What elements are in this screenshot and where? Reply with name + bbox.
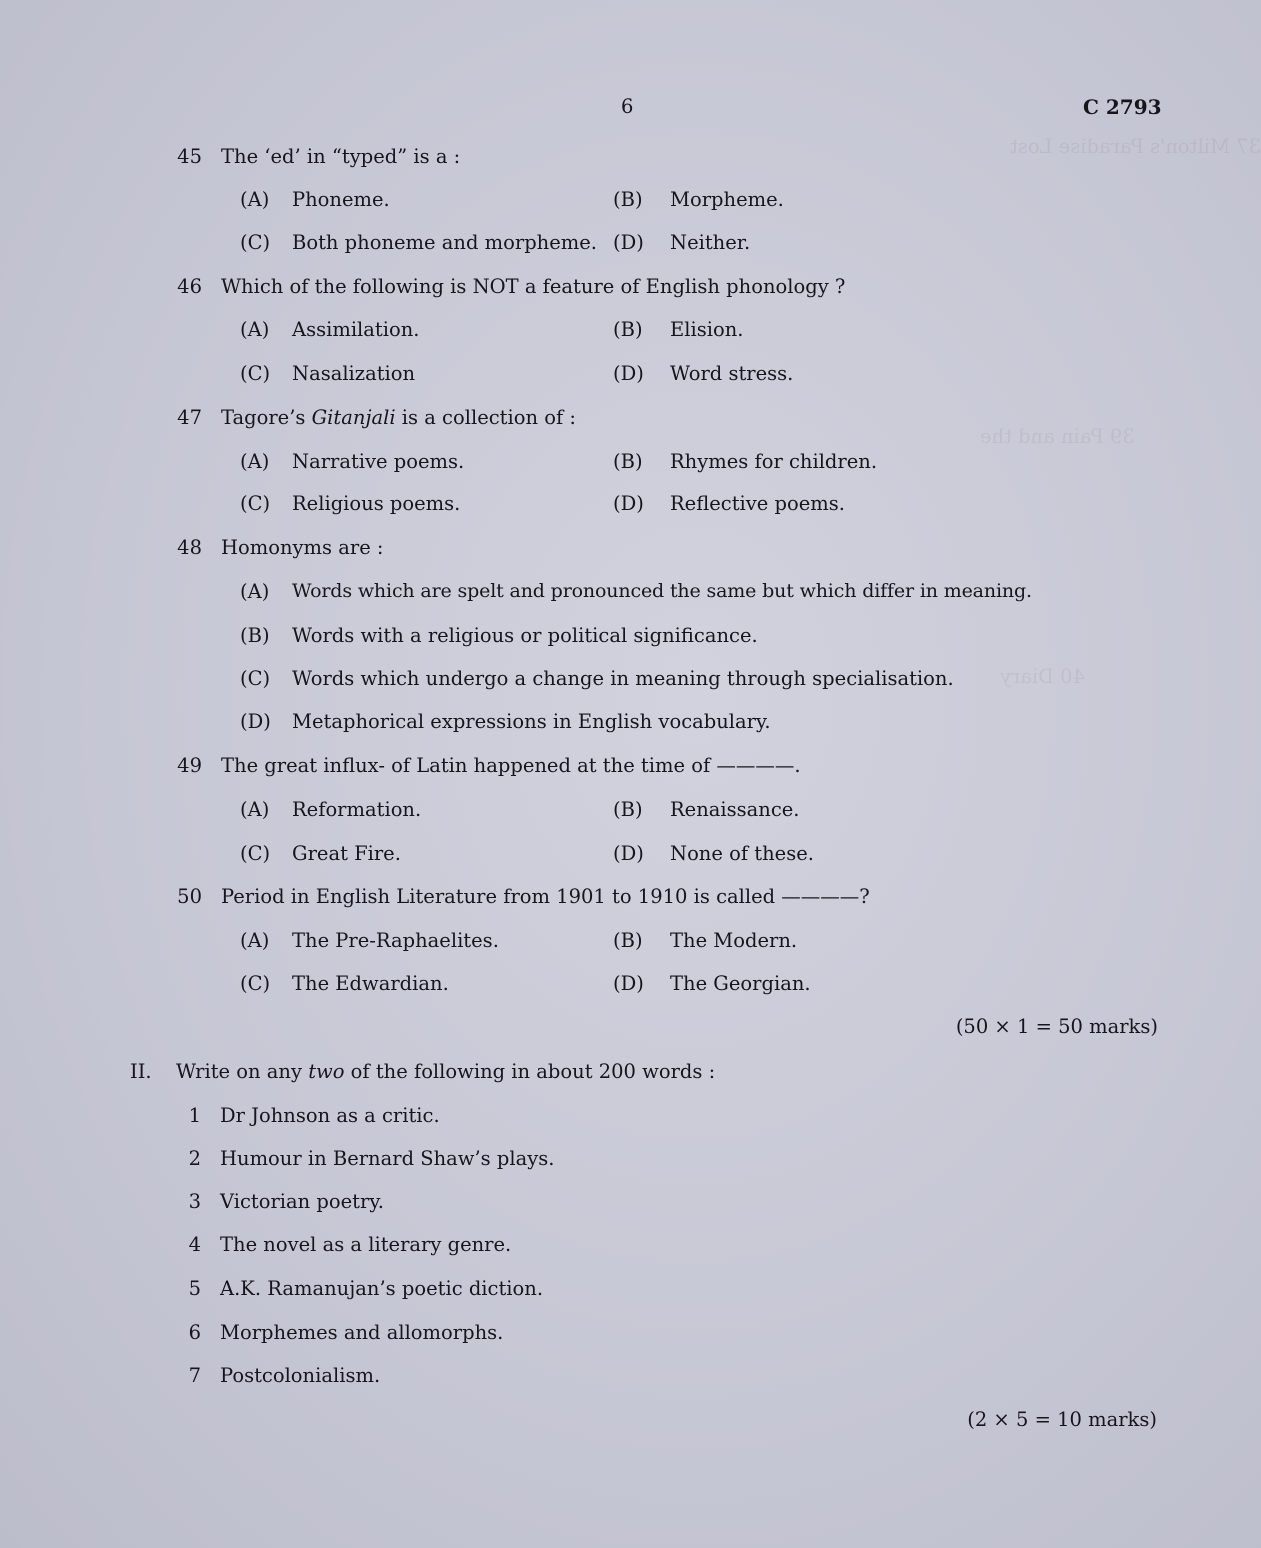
essay-topic: Victorian poetry.: [220, 1190, 384, 1213]
section-roman-numeral: II.: [130, 1060, 152, 1083]
option-text: The Modern.: [670, 929, 798, 952]
option-text: Narrative poems.: [292, 450, 465, 473]
option-label: (B): [613, 929, 643, 952]
option-label: (A): [240, 929, 270, 952]
option-text: Reflective poems.: [670, 492, 845, 515]
instruction-text: of the following in about 200 words :: [344, 1060, 716, 1083]
option-label: (A): [240, 318, 270, 341]
option-text: Renaissance.: [670, 798, 800, 821]
option-label: (A): [240, 450, 270, 473]
question-stem: The ‘ed’ in “typed” is a :: [221, 145, 461, 168]
option-text: Nasalization: [292, 362, 416, 385]
section-instruction: [176, 1060, 715, 1083]
option-label: (B): [240, 624, 270, 647]
option-label: (D): [613, 492, 644, 515]
option-text: The Edwardian.: [292, 972, 449, 995]
option-text: Word stress.: [670, 362, 794, 385]
option-text: Great Fire.: [292, 842, 401, 865]
option-label: (A): [240, 580, 270, 603]
option-text: Reformation.: [292, 798, 422, 821]
question-number: 48: [177, 536, 202, 559]
option-label: (A): [240, 188, 270, 211]
essay-topic-number: 5: [188, 1277, 201, 1300]
option-text: Elision.: [670, 318, 744, 341]
option-label: (D): [613, 842, 644, 865]
essay-topic-number: 2: [188, 1147, 201, 1170]
option-label: (C): [240, 231, 271, 254]
option-text: None of these.: [670, 842, 814, 865]
essay-topic: Humour in Bernard Shaw’s plays.: [220, 1147, 555, 1170]
essay-topic-number: 3: [188, 1190, 201, 1213]
question-number: 50: [177, 885, 202, 908]
instruction-text: Write on any: [176, 1060, 309, 1083]
option-text: Assimilation.: [292, 318, 420, 341]
question-stem-text: Tagore’s: [221, 406, 312, 429]
essay-topic: Dr Johnson as a critic.: [220, 1104, 440, 1127]
option-text: The Pre-Raphaelites.: [292, 929, 499, 952]
option-label: (C): [240, 842, 271, 865]
question-stem: Which of the following is NOT a feature of English phonology ?: [221, 275, 846, 298]
option-label: (B): [613, 188, 643, 211]
section-marks: (50 × 1 = 50 marks): [955, 1015, 1158, 1038]
essay-topic-number: 1: [188, 1104, 201, 1127]
question-stem: The great influx- of Latin happened at the time of ————.: [221, 754, 801, 777]
essay-topic: Morphemes and allomorphs.: [220, 1321, 504, 1344]
option-label: (B): [613, 318, 643, 341]
section-marks: (2 × 5 = 10 marks): [967, 1408, 1157, 1431]
option-text: Words which undergo a change in meaning through specialisation.: [292, 667, 954, 690]
option-text: Metaphorical expressions in English vocabulary.: [292, 710, 771, 733]
option-text: Religious poems.: [292, 492, 461, 515]
essay-topic: Postcolonialism.: [220, 1364, 381, 1387]
question-stem-text: is a collection of :: [395, 406, 576, 429]
option-label: (D): [613, 972, 644, 995]
option-label: (D): [613, 231, 644, 254]
option-label: (D): [613, 362, 644, 385]
question-number: 46: [177, 275, 202, 298]
option-label: (B): [613, 450, 643, 473]
essay-topic-number: 4: [188, 1233, 201, 1256]
option-text: Both phoneme and morpheme.: [292, 231, 598, 254]
essay-topic: The novel as a literary genre.: [220, 1233, 512, 1256]
question-stem: Homonyms are :: [221, 536, 384, 559]
option-label: (A): [240, 798, 270, 821]
option-text: Words with a religious or political significance.: [292, 624, 758, 647]
option-text: Phoneme.: [292, 188, 390, 211]
page-number: 6: [621, 95, 634, 118]
question-stem: Period in English Literature from 1901 to 1910 is called ————?: [221, 885, 870, 908]
question-number: 45: [177, 145, 202, 168]
option-text: Rhymes for children.: [670, 450, 878, 473]
option-label: (B): [613, 798, 643, 821]
essay-topic-number: 6: [188, 1321, 201, 1344]
option-text: Neither.: [670, 231, 751, 254]
option-label: (C): [240, 972, 271, 995]
option-text: The Georgian.: [670, 972, 811, 995]
question-stem: [221, 406, 576, 429]
option-label: (C): [240, 362, 271, 385]
question-number: 49: [177, 754, 202, 777]
option-label: (D): [240, 710, 271, 733]
paper-code: C 2793: [1083, 95, 1162, 119]
essay-topic-number: 7: [188, 1364, 201, 1387]
option-text: Words which are spelt and pronounced the same but which differ in meaning.: [292, 580, 1032, 602]
essay-topic: A.K. Ramanujan’s poetic diction.: [220, 1277, 544, 1300]
question-number: 47: [177, 406, 202, 429]
option-label: (C): [240, 492, 271, 515]
option-text: Morpheme.: [670, 188, 784, 211]
instruction-emphasis: two: [308, 1060, 345, 1083]
option-label: (C): [240, 667, 271, 690]
book-title: Gitanjali: [311, 406, 396, 429]
